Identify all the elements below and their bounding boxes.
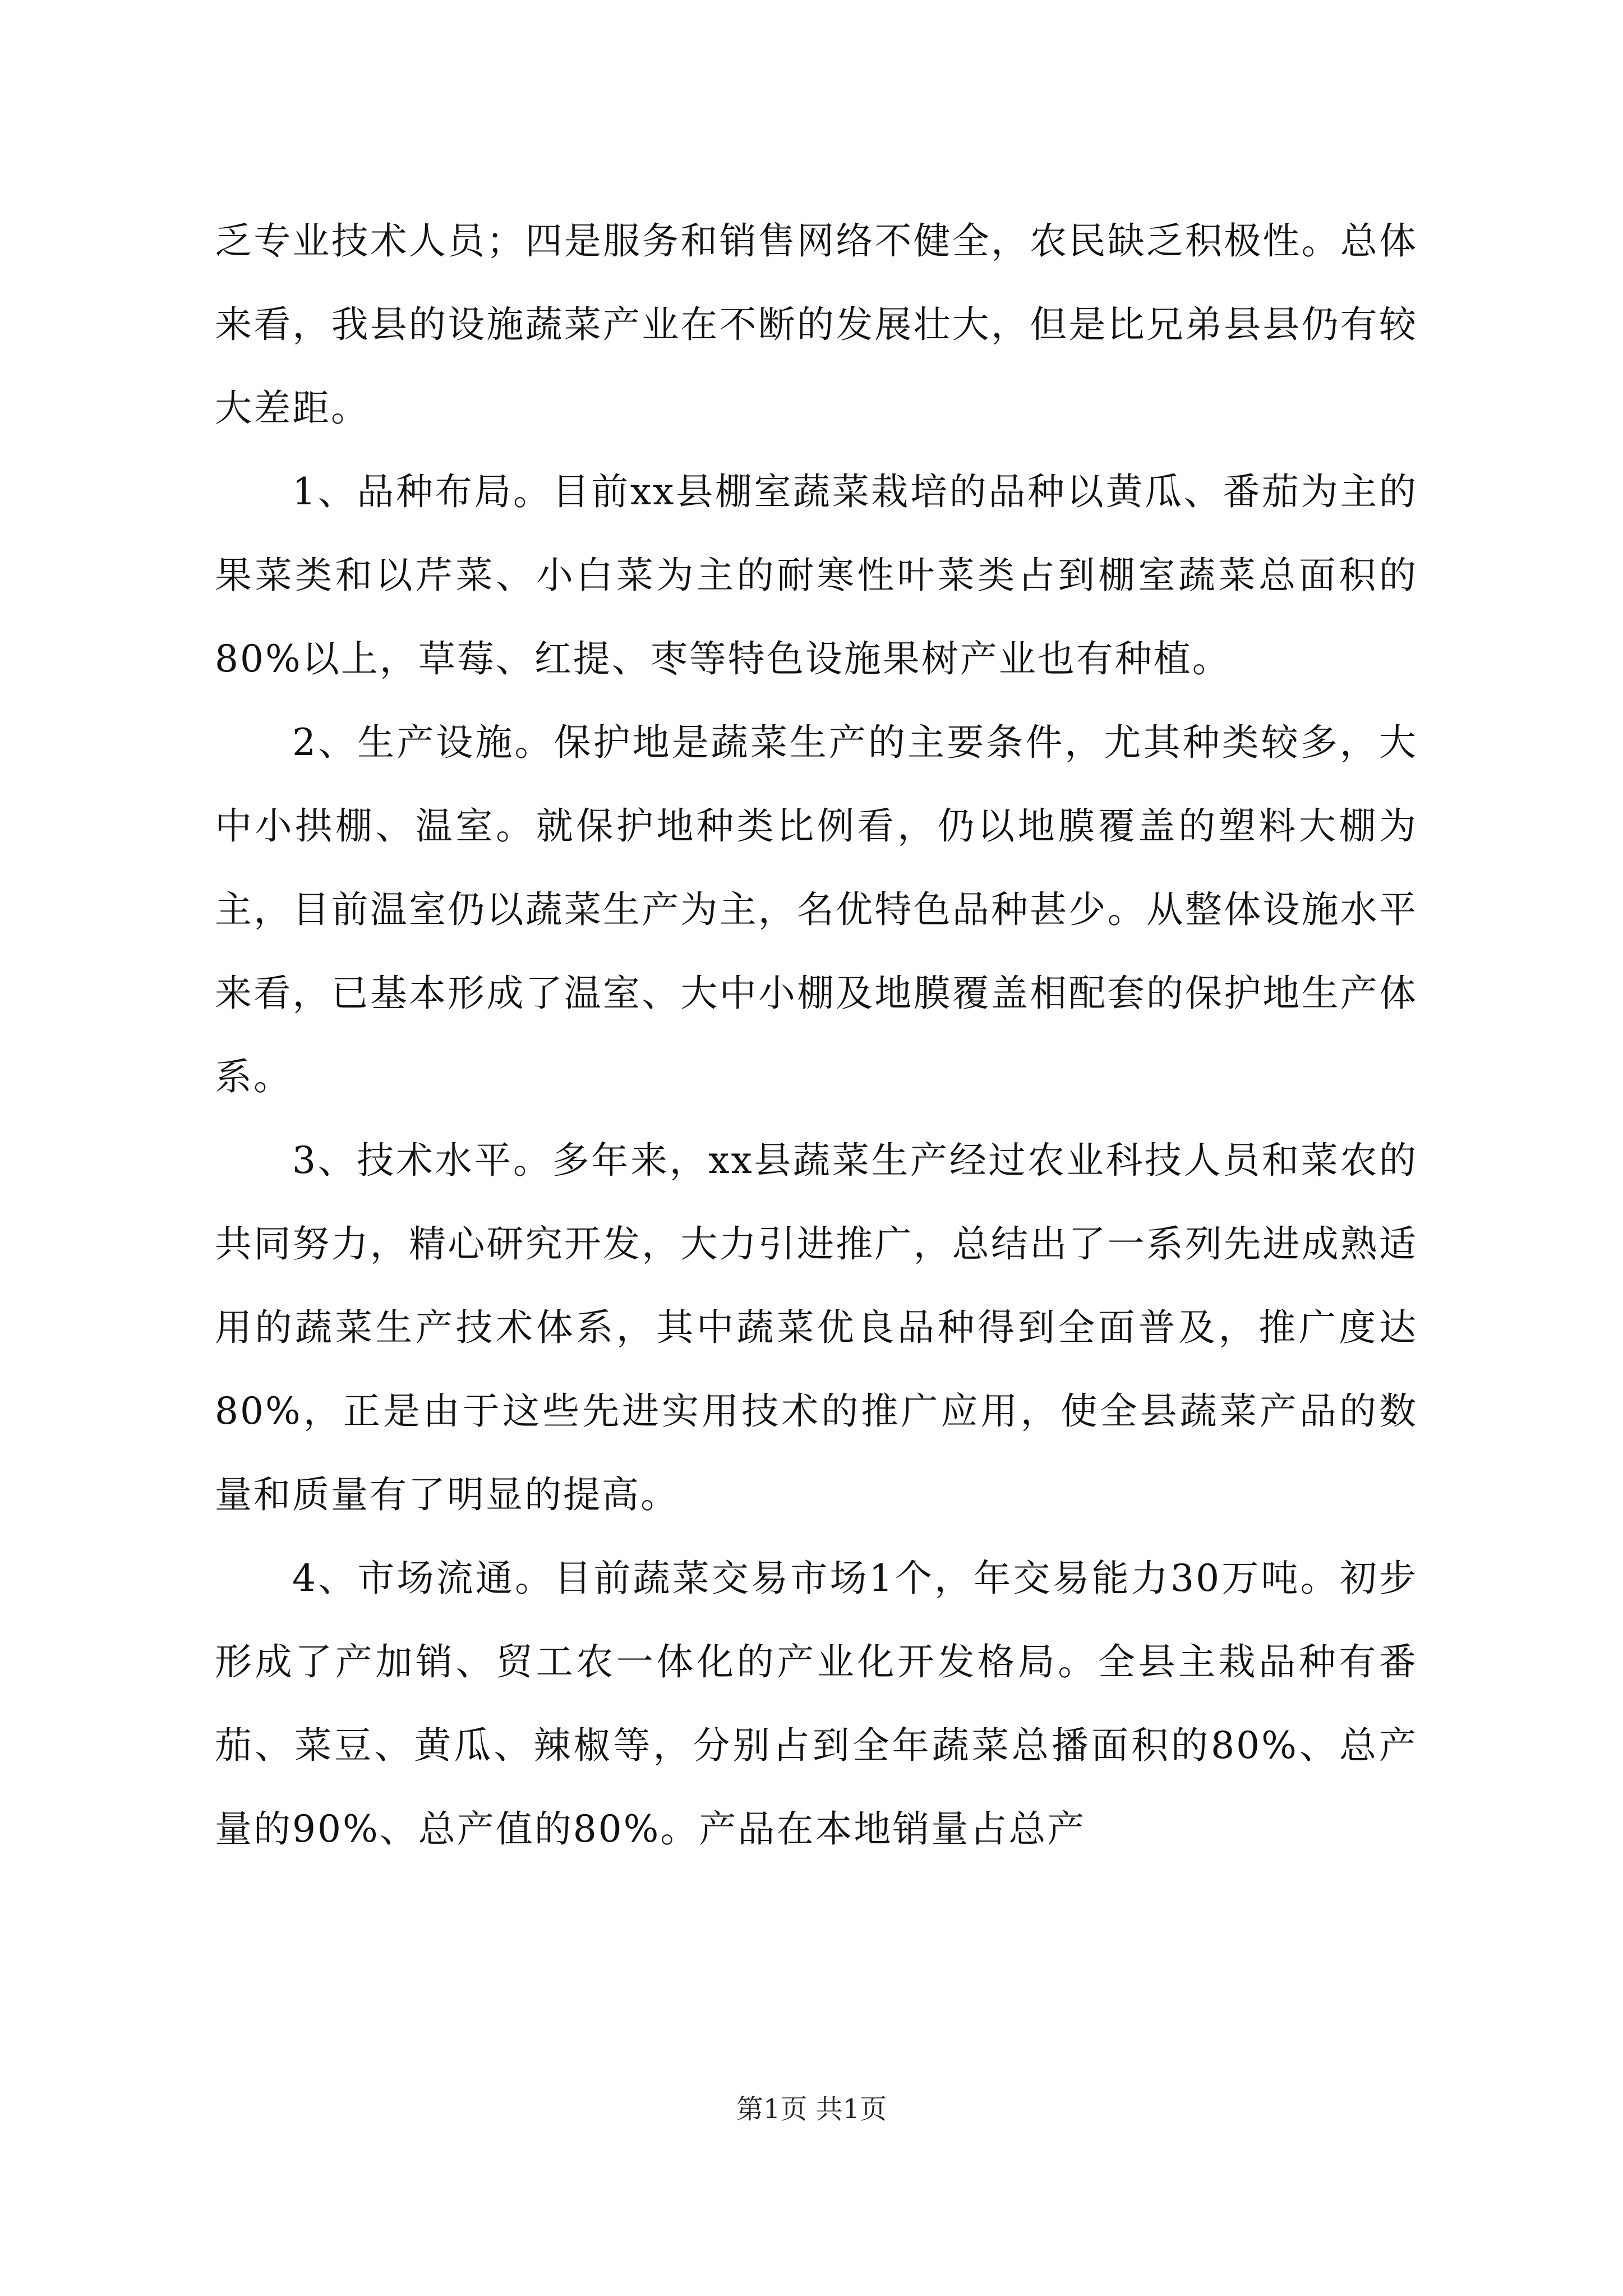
paragraph-variety-layout: 1、品种布局。目前xx县棚室蔬菜栽培的品种以黄瓜、番茄为主的果菜类和以芹菜、小白菜为主的耐寒性叶菜类占到棚室蔬菜总面积的80%以上，草莓、红提、枣等特色设施果树产业也有种植。 [215,470,1418,680]
paragraph-technical-level: 3、技术水平。多年来，xx县蔬菜生产经过农业科技人员和菜农的共同努力，精心研究开发，大力引进推广，总结出了一系列先进成熟适用的蔬菜生产技术体系，其中蔬菜优良品种得到全面普及，推广度达80%，正是由于这些先进实用技术的推广应用，使全县蔬菜产品的数量和质量有了明显的提高。 [215,1139,1418,1516]
paragraph-market-circulation: 4、市场流通。目前蔬菜交易市场1个，年交易能力30万吨。初步形成了产加销、贸工农一体化的产业化开发格局。全县主栽品种有番茄、菜豆、黄瓜、辣椒等，分别占到全年蔬菜总播面积的80%、总产量的90%、总产值的80%。产品在本地销量占总产 [215,1557,1418,1851]
page-footer: 第1页 共1页 [736,2093,887,2125]
document-body [215,199,1418,1871]
paragraph-intro-continuation: 乏专业技术人员；四是服务和销售网络不健全，农民缺乏积极性。总体来看，我县的设施蔬菜产业在不断的发展壮大，但是比兄弟县县仍有较大差距。 [215,219,1418,430]
paragraph-production-facilities: 2、生产设施。保护地是蔬菜生产的主要条件，尤其种类较多，大中小拱棚、温室。就保护地种类比例看，仍以地膜覆盖的塑料大棚为主，目前温室仍以蔬菜生产为主，名优特色品种甚少。从整体设施水平来看，已基本形成了温室、大中小棚及地膜覆盖相配套的保护地生产体系。 [215,721,1418,1098]
